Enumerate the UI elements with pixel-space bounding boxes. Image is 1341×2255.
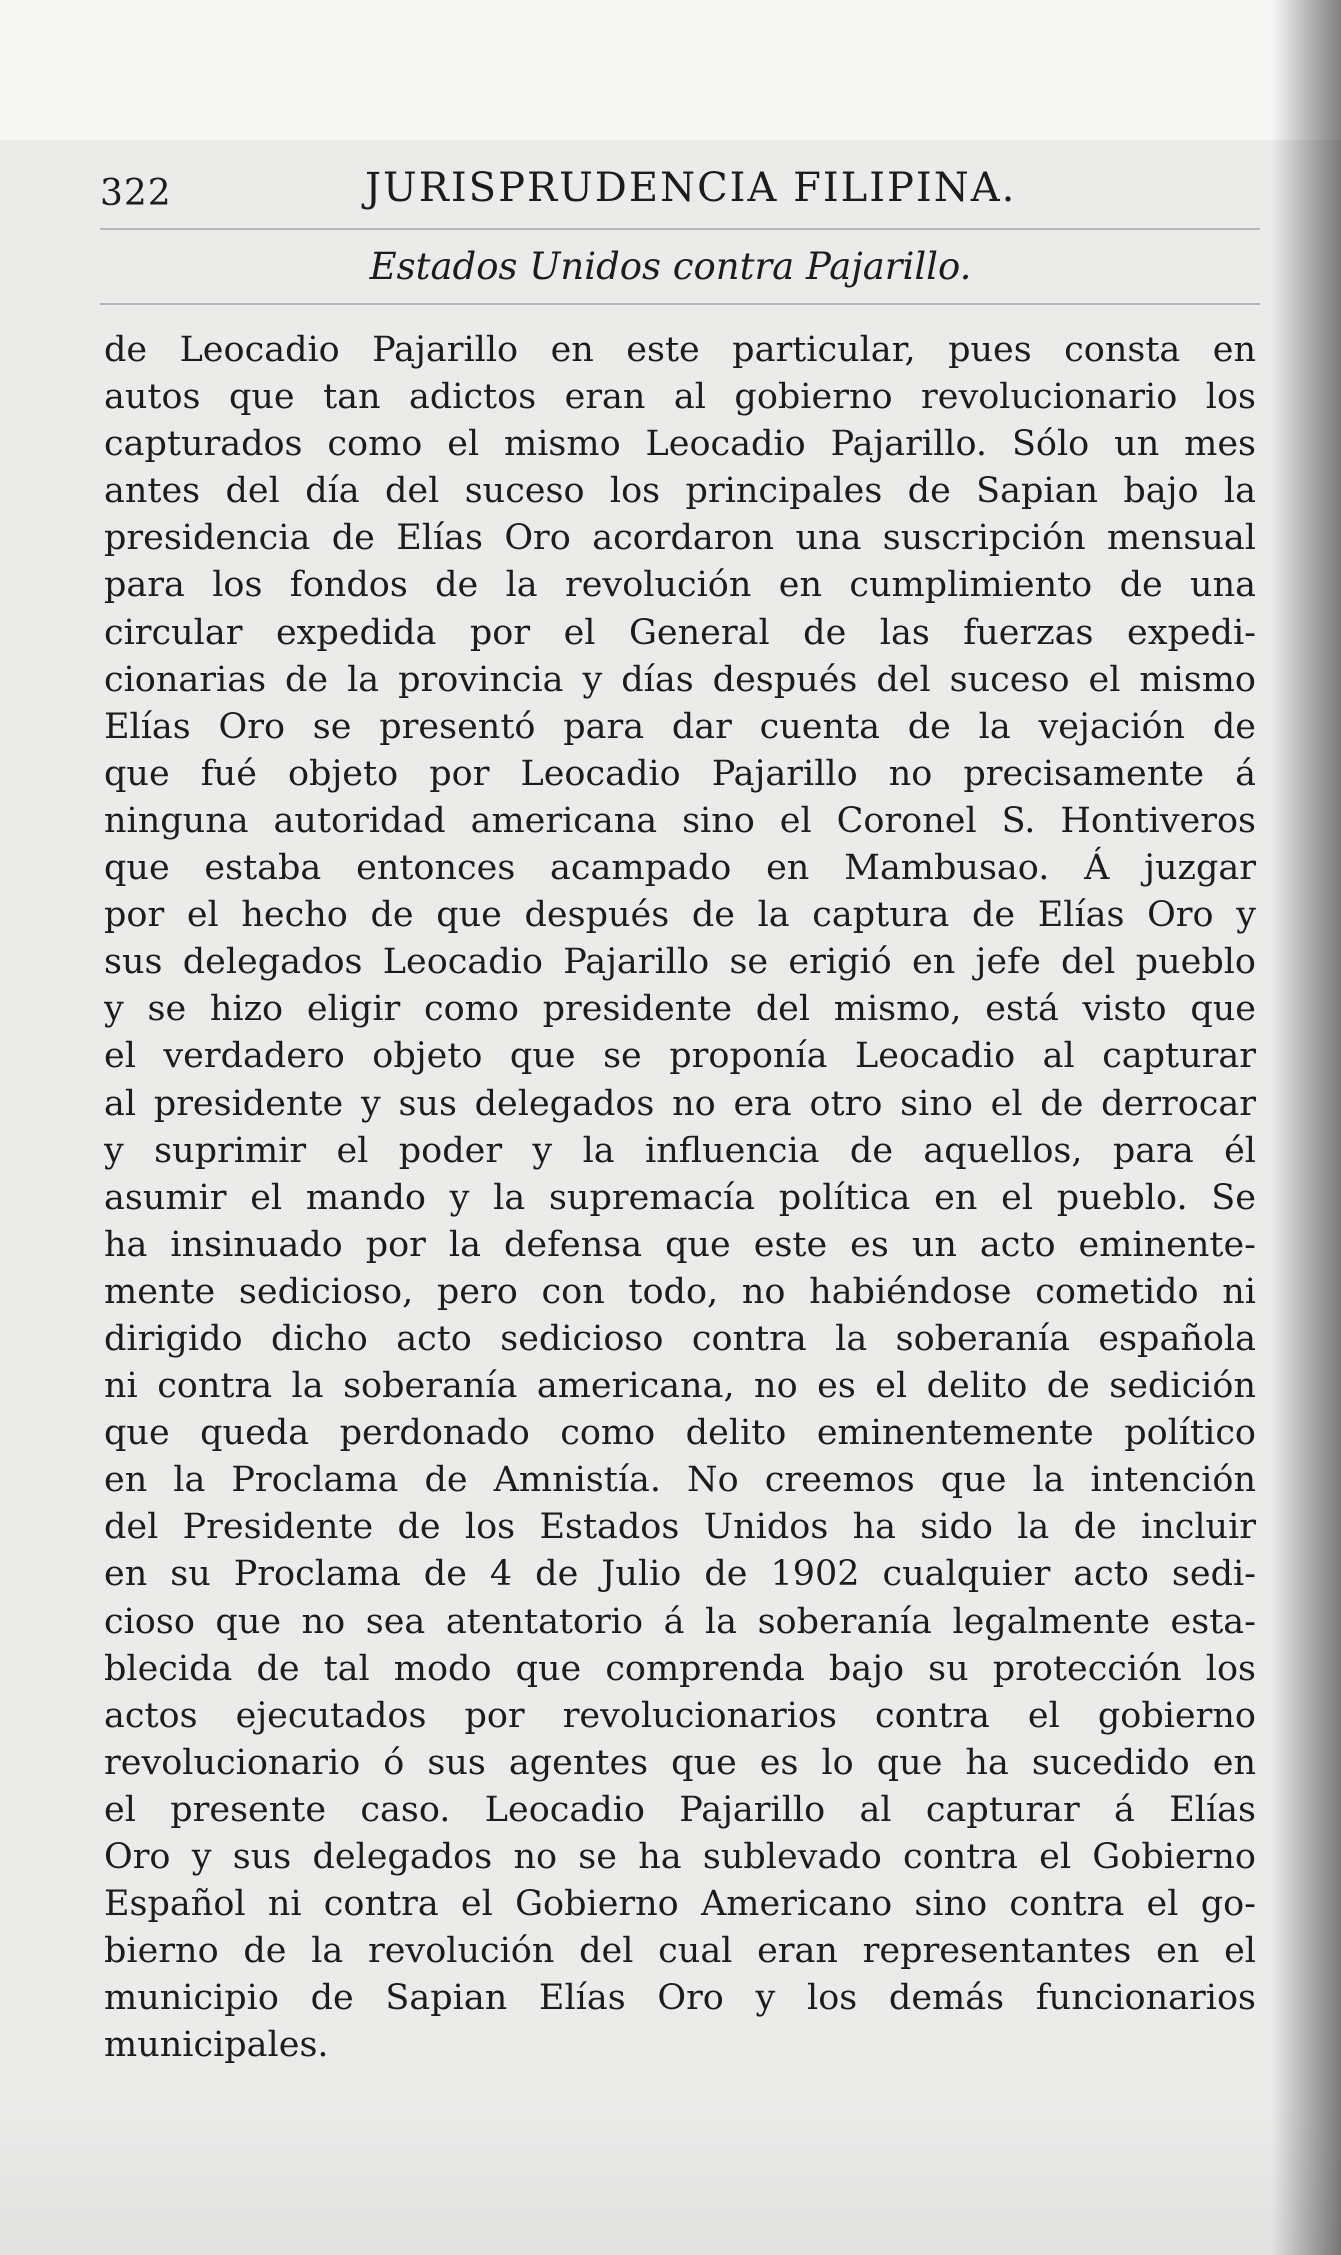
text-line: antes del día del suceso los principales de Sapian bajo la xyxy=(104,471,1256,512)
page-edge-shadow xyxy=(1271,0,1341,2255)
text-line: ha insinuado por la defensa que este es un acto eminente- xyxy=(104,1224,1256,1265)
text-line: capturados como el mismo Leocadio Pajarillo. Sólo un mes xyxy=(104,424,1256,465)
text-line: sus delegados Leocadio Pajarillo se erigió en jefe del pueblo xyxy=(104,942,1256,983)
body-text xyxy=(104,327,1256,2069)
text-line: asumir el mando y la supremacía política en el pueblo. Se xyxy=(104,1177,1256,1218)
text-line: el verdadero objeto que se proponía Leocadio al capturar xyxy=(104,1036,1256,1077)
text-line: bierno de la revolución del cual eran representantes en el xyxy=(104,1931,1256,1972)
text-line: para los fondos de la revolución en cumplimiento de una xyxy=(104,565,1256,606)
text-line: dirigido dicho acto sedicioso contra la soberanía española xyxy=(104,1318,1256,1359)
text-line: Español ni contra el Gobierno Americano sino contra el go- xyxy=(104,1884,1256,1925)
text-line: ni contra la soberanía americana, no es el delito de sedición xyxy=(104,1366,1256,1407)
text-line: blecida de tal modo que comprenda bajo su protección los xyxy=(104,1648,1256,1689)
text-line: el presente caso. Leocadio Pajarillo al capturar á Elías xyxy=(104,1789,1256,1830)
text-line: que fué objeto por Leocadio Pajarillo no precisamente á xyxy=(104,753,1256,794)
text-line: al presidente y sus delegados no era otro sino el de derrocar xyxy=(104,1083,1256,1124)
text-line: que estaba entonces acampado en Mambusao. Á juzgar xyxy=(104,848,1256,889)
text-line: en su Proclama de 4 de Julio de 1902 cualquier acto sedi- xyxy=(104,1554,1256,1595)
text-line: en la Proclama de Amnistía. No creemos que la intención xyxy=(104,1460,1256,1501)
text-line: de Leocadio Pajarillo en este particular, pues consta en xyxy=(104,330,1256,370)
page-number: 322 xyxy=(100,173,172,214)
text-line: cionarias de la provincia y días después del suceso el mismo xyxy=(104,659,1256,700)
text-line: y se hizo eligir como presidente del mismo, está visto que xyxy=(104,989,1256,1030)
case-title: Estados Unidos contra Pajarillo. xyxy=(369,245,972,288)
text-line: municipio de Sapian Elías Oro y los demás funcionarios xyxy=(104,1978,1256,2019)
page-header xyxy=(100,165,1260,225)
text-line: revolucionario ó sus agentes que es lo que ha sucedido en xyxy=(104,1742,1256,1783)
header-rule xyxy=(100,228,1260,230)
running-title: JURISPRUDENCIA FILIPINA. xyxy=(365,165,1017,211)
text-line: cioso que no sea atentatorio á la soberanía legalmente esta- xyxy=(104,1601,1256,1642)
text-line: del Presidente de los Estados Unidos ha sido la de incluir xyxy=(104,1507,1256,1548)
text-line: ninguna autoridad americana sino el Coronel S. Hontiveros xyxy=(104,800,1256,841)
page-bottom-shade xyxy=(0,2100,1341,2255)
text-line: y suprimir el poder y la influencia de aquellos, para él xyxy=(104,1130,1256,1171)
text-line: que queda perdonado como delito eminentemente político xyxy=(104,1413,1256,1454)
text-line: mente sedicioso, pero con todo, no habiéndose cometido ni xyxy=(104,1271,1256,1312)
text-line: Elías Oro se presentó para dar cuenta de la vejación de xyxy=(104,706,1256,747)
text-line: actos ejecutados por revolucionarios contra el gobierno xyxy=(104,1695,1256,1736)
scan-top-margin xyxy=(0,0,1341,140)
text-line: circular expedida por el General de las fuerzas expedi- xyxy=(104,612,1256,653)
text-line: autos que tan adictos eran al gobierno revolucionario los xyxy=(104,377,1256,418)
text-line: Oro y sus delegados no se ha sublevado contra el Gobierno xyxy=(104,1837,1256,1877)
text-line: por el hecho de que después de la captura de Elías Oro y xyxy=(104,895,1256,936)
text-line: municipales. xyxy=(104,2025,329,2066)
case-title-rule xyxy=(100,303,1260,305)
text-line: presidencia de Elías Oro acordaron una suscripción mensual xyxy=(104,518,1256,559)
